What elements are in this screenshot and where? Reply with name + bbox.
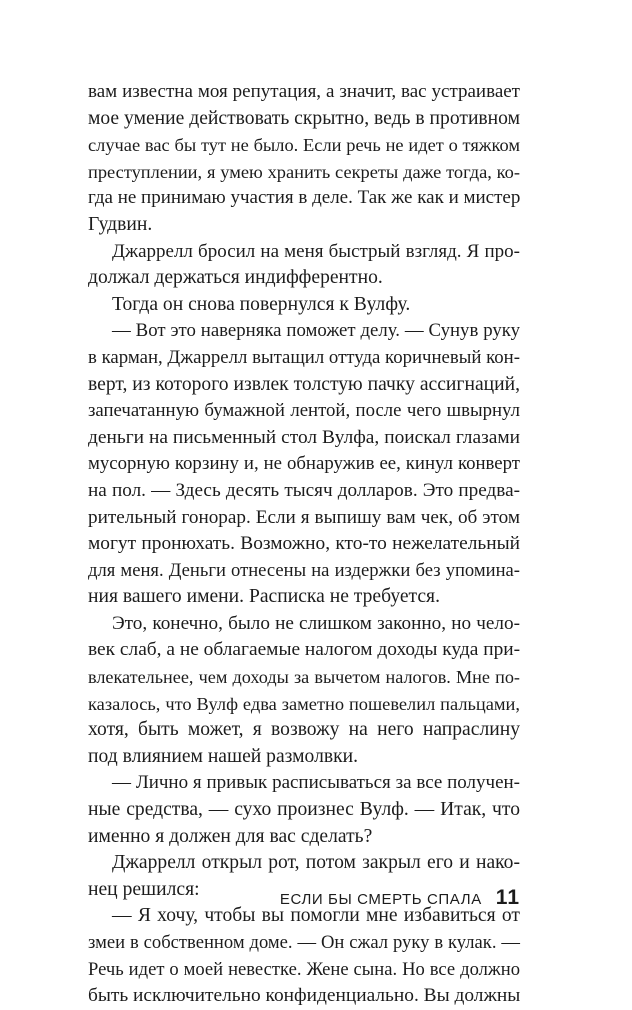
text-line: для меня. Деньги отнесены на издержки без упомина- bbox=[88, 559, 520, 581]
body-text bbox=[88, 79, 520, 1010]
text-line: Это, конечно, было не слишком законно, но чело- bbox=[112, 612, 520, 634]
text-line: могут пронюхать. Возможно, кто-то нежелательный bbox=[88, 533, 520, 555]
text-line: Джаррелл бросил на меня быстрый взгляд. Я про- bbox=[112, 240, 520, 262]
text-line: случае вас бы тут не было. Если речь не идет о тяжком bbox=[88, 135, 520, 156]
text-line: вам известна моя репутация, а значит, вас устраивает bbox=[88, 81, 520, 102]
text-line: запечатанную бумажной лентой, после чего швырнул bbox=[88, 400, 520, 422]
text-line: быть исключительно конфиденциально. Вы должны bbox=[88, 985, 521, 1007]
text-line: век слаб, а не облагаемые налогом доходы куда при- bbox=[88, 639, 521, 661]
text-line: Речь идет о моей невестке. Жене сына. Но все должно bbox=[88, 958, 520, 980]
text-line: — Вот это наверняка поможет делу. — Сунув руку bbox=[112, 320, 520, 342]
text-line: Джаррелл открыл рот, потом закрыл его и нако- bbox=[112, 852, 520, 874]
text-line: Тогда он снова повернулся к Вулфу. bbox=[112, 293, 411, 315]
text-line: на пол. — Здесь десять тысяч долларов. Это предва- bbox=[88, 479, 520, 501]
text-line: ния вашего имени. Расписка не требуется. bbox=[88, 586, 440, 608]
text-line: ные средства, — сухо произнес Вулф. — Итак, что bbox=[88, 799, 520, 821]
text-line: в карман, Джаррелл вытащил оттуда коричневый кон- bbox=[88, 346, 520, 368]
text-line: рительный гонорар. Если я выпишу вам чек, об этом bbox=[88, 506, 520, 528]
text-line: верт, из которого извлек толстую пачку ассигнаций, bbox=[88, 373, 520, 395]
text-line: Гудвин. bbox=[88, 213, 153, 235]
page-footer bbox=[279, 886, 520, 914]
text-line: деньги на письменный стол Вулфа, поискал глазами bbox=[88, 426, 520, 448]
text-line: влекательнее, чем доходы за вычетом налогов. Мне по- bbox=[88, 667, 520, 688]
text-line: казалось, что Вулф едва заметно пошевелил пальцами, bbox=[88, 693, 520, 714]
text-line: под влиянием нашей размолвки. bbox=[88, 745, 358, 767]
text-line: должал держаться индифферентно. bbox=[88, 267, 383, 289]
text-line: хотя, быть может, я возвожу на него напраслину bbox=[88, 719, 520, 741]
text-line: змеи в собственном доме. — Он сжал руку в кулак. — bbox=[88, 932, 520, 953]
text-line: мое умение действовать скрытно, ведь в противном bbox=[88, 107, 520, 129]
text-line: именно я должен для вас сделать? bbox=[88, 825, 373, 847]
running-title: ЕСЛИ БЫ СМЕРТЬ СПАЛА bbox=[279, 891, 482, 908]
text-line: гда не принимаю участия в деле. Так же как и мистер bbox=[88, 187, 521, 209]
text-line: — Лично я привык расписываться за все получен- bbox=[112, 772, 520, 794]
text-line: мусорную корзину и, не обнаружив ее, кинул конверт bbox=[88, 453, 520, 475]
page-number: 11 bbox=[495, 886, 520, 909]
text-line: преступлении, я умею хранить секреты даже тогда, ко- bbox=[88, 161, 520, 182]
text-line: — Я хочу, чтобы вы помогли мне избавиться от bbox=[112, 905, 520, 927]
text-line: нец решился: bbox=[88, 878, 200, 900]
